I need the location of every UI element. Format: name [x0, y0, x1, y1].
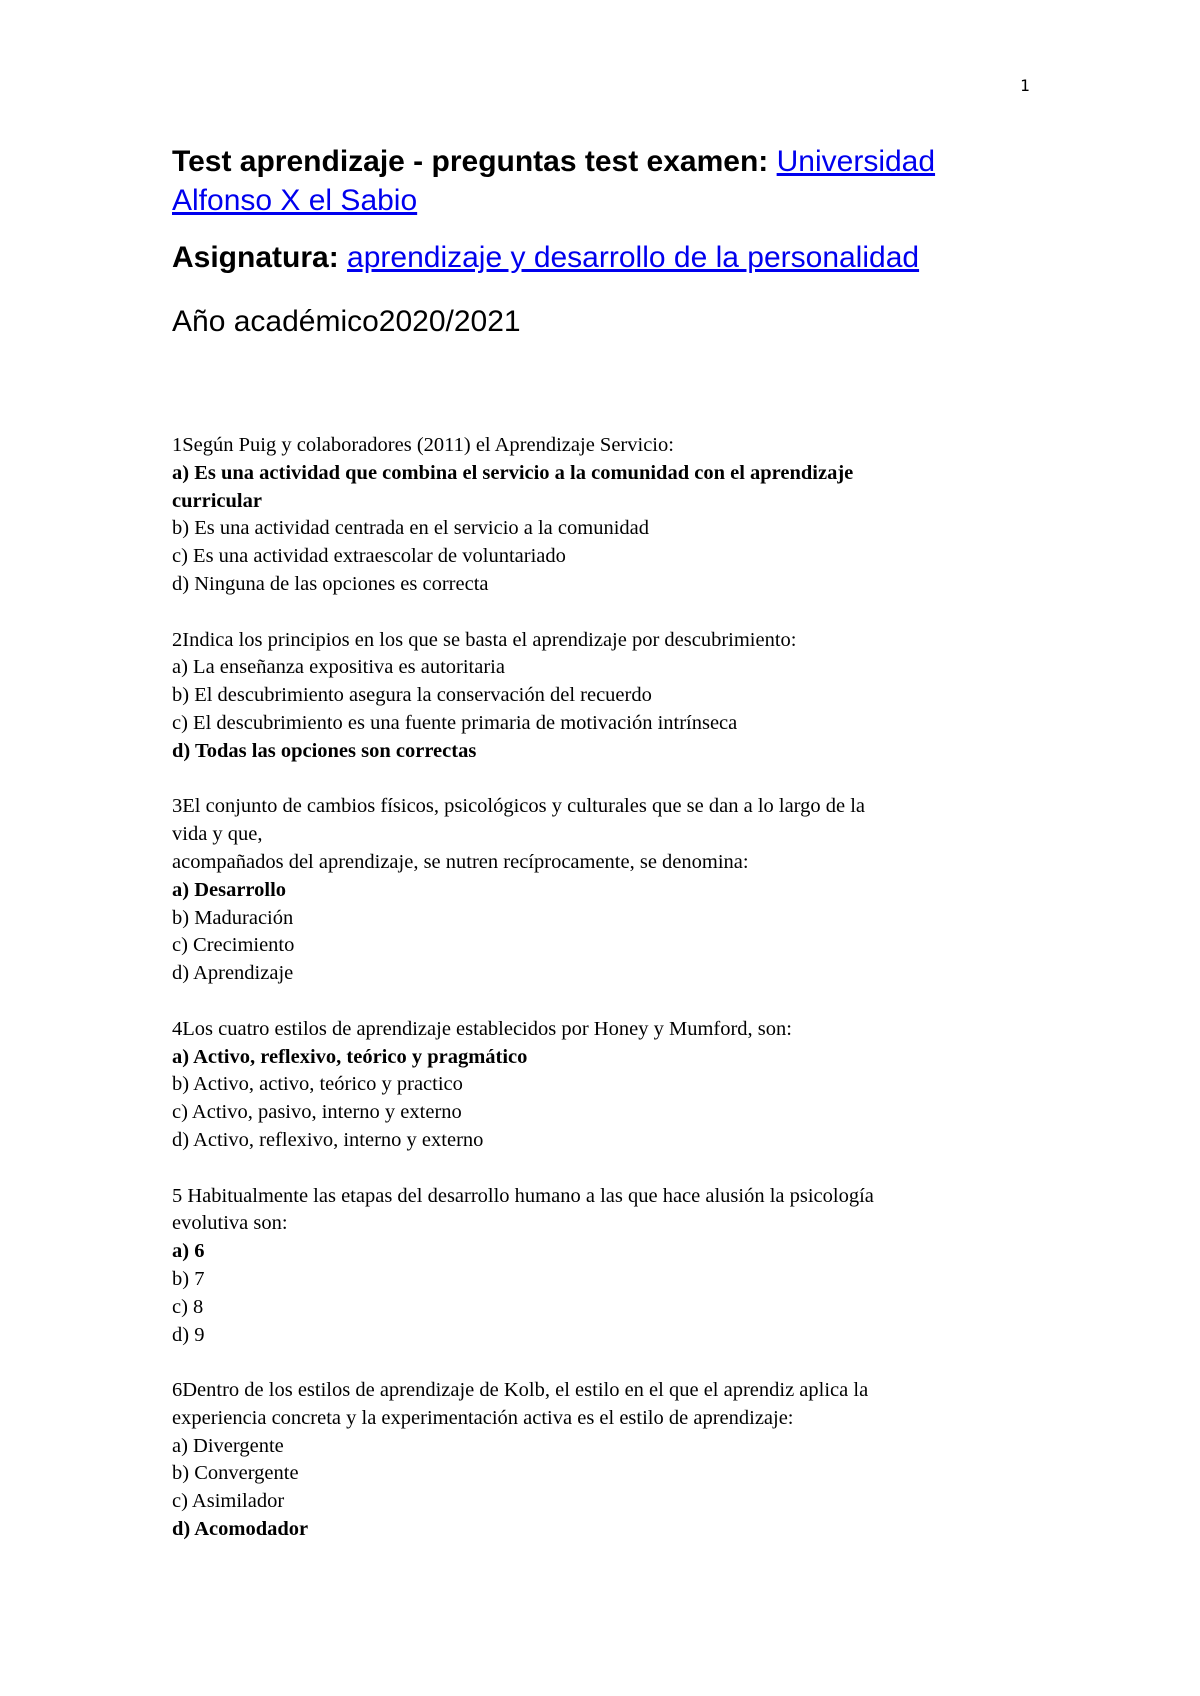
- document-title: [172, 142, 1032, 220]
- answer-option: acompañados del aprendizaje, se nutren recíprocamente, se denomina:: [172, 850, 749, 873]
- answer-option: b) Activo, activo, teórico y practico: [172, 1073, 463, 1096]
- correct-answer: a) Desarrollo: [172, 878, 287, 901]
- question-text: 6Dentro de los estilos de aprendizaje de Kolb, el estilo en el que el aprendiz aplica la: [172, 1379, 869, 1402]
- title-text: Test aprendizaje - preguntas test examen:: [172, 145, 777, 178]
- answer-option: b) Convergente: [172, 1462, 299, 1485]
- question-text: 4Los cuatro estilos de aprendizaje establecidos por Honey y Mumford, son:: [172, 1017, 792, 1040]
- university-link-line2: Alfonso X el Sabio: [172, 184, 418, 217]
- answer-option: b) 7: [172, 1267, 205, 1290]
- correct-answer: d) Acomodador: [172, 1518, 309, 1541]
- subject-heading: [172, 238, 1032, 277]
- question-block: [172, 627, 1022, 766]
- answer-option: b) Maduración: [172, 906, 294, 929]
- correct-answer: a) 6: [172, 1240, 205, 1263]
- answer-option: a) La enseñanza expositiva es autoritaria: [172, 656, 505, 679]
- question-text: 2Indica los principios en los que se basta el aprendizaje por descubrimiento:: [172, 628, 797, 651]
- answer-option: d) Ninguna de las opciones es correcta: [172, 572, 489, 595]
- correct-answer: d) Todas las opciones son correctas: [172, 739, 477, 762]
- answer-option: d) Aprendizaje: [172, 962, 294, 985]
- answer-option: c) 8: [172, 1295, 204, 1318]
- answer-option: evolutiva son:: [172, 1212, 288, 1235]
- answer-option: experiencia concreta y la experimentación activa es el estilo de aprendizaje:: [172, 1406, 794, 1429]
- answer-option: c) Es una actividad extraescolar de voluntariado: [172, 545, 566, 568]
- document-header: [172, 142, 1032, 341]
- question-block: [172, 1016, 1022, 1155]
- answer-option: d) Activo, reflexivo, interno y externo: [172, 1128, 484, 1151]
- question-list: [172, 432, 1022, 1572]
- question-block: [172, 793, 1022, 988]
- academic-year: Año académico2020/2021: [172, 305, 521, 338]
- subject-label: Asignatura:: [172, 241, 348, 274]
- answer-option: a) Divergente: [172, 1434, 284, 1457]
- page-number: 1: [1020, 76, 1030, 95]
- correct-answer: a) Activo, reflexivo, teórico y pragmático: [172, 1045, 528, 1068]
- answer-option: c) El descubrimiento es una fuente primaria de motivación intrínseca: [172, 711, 738, 734]
- answer-option: d) 9: [172, 1323, 205, 1346]
- answer-option: vida y que,: [172, 823, 263, 846]
- correct-answer: curricular: [172, 489, 262, 512]
- answer-option: b) Es una actividad centrada en el servicio a la comunidad: [172, 517, 649, 540]
- question-text: 5 Habitualmente las etapas del desarrollo humano a las que hace alusión la psicología: [172, 1184, 874, 1207]
- question-block: [172, 432, 1022, 599]
- question-block: [172, 1183, 1022, 1350]
- question-text: 3El conjunto de cambios físicos, psicológicos y culturales que se dan a lo largo de la: [172, 795, 866, 818]
- question-block: [172, 1377, 1022, 1544]
- answer-option: c) Asimilador: [172, 1490, 285, 1513]
- university-link-line1: Universidad: [776, 145, 936, 178]
- answer-option: c) Crecimiento: [172, 934, 295, 957]
- answer-option: b) El descubrimiento asegura la conservación del recuerdo: [172, 684, 652, 707]
- subject-link[interactable]: aprendizaje y desarrollo de la personalidad: [347, 241, 920, 274]
- correct-answer: a) Es una actividad que combina el servicio a la comunidad con el aprendizaje: [172, 461, 854, 484]
- question-text: 1Según Puig y colaboradores (2011) el Aprendizaje Servicio:: [172, 434, 674, 456]
- answer-option: c) Activo, pasivo, interno y externo: [172, 1101, 462, 1124]
